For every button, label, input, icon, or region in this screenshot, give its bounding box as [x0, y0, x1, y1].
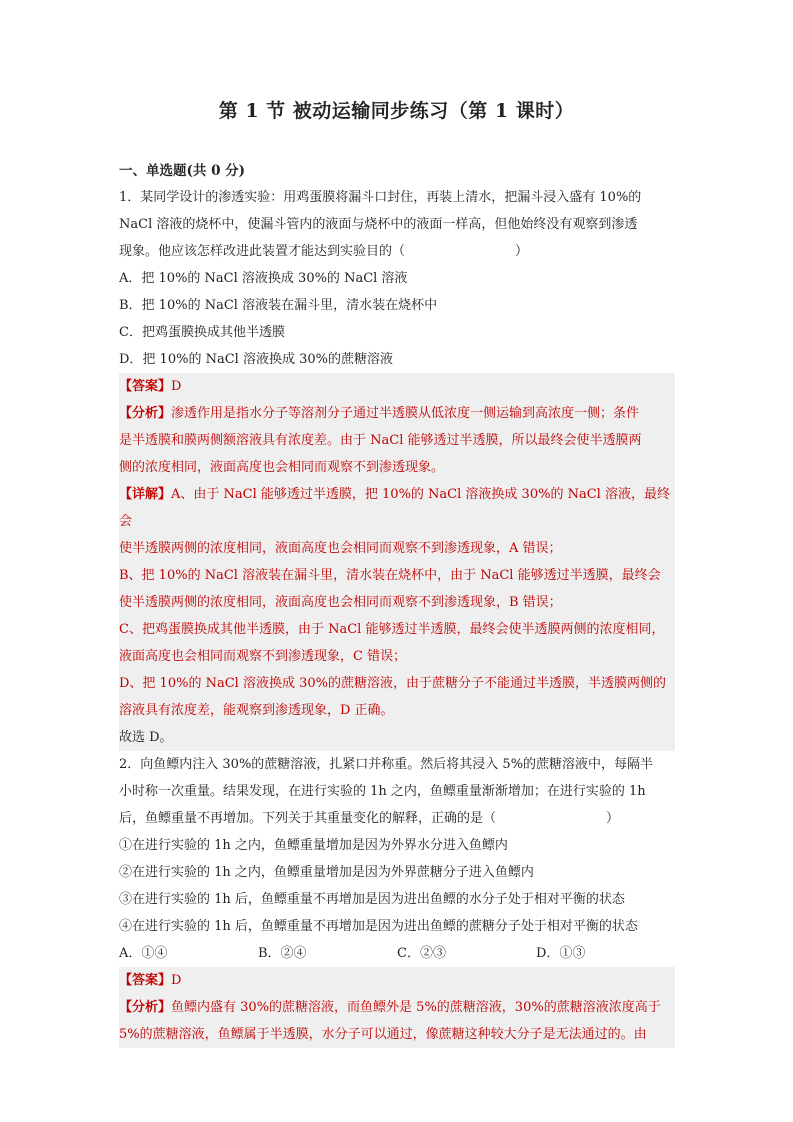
q2-stem-line: 2．向鱼鳔内注入 30%的蔗糖溶液，扎紧口并称重。然后将其浸入 5%的蔗糖溶液中，每隔半 [119, 757, 654, 772]
q2-statement-1: ①在进行实验的 1h 之内，鱼鳔重量增加是因为外界水分进入鱼鳔内 [119, 838, 508, 853]
q2-stem-paren: ） [606, 811, 620, 826]
detail-tag: 【详解】 [119, 487, 172, 502]
q2-option-a: A．①④ [119, 946, 168, 961]
q1-detail-line: 液面高度也会相同而观察不到渗透现象，C 错误； [119, 643, 675, 670]
q1-detail-line: C、把鸡蛋膜换成其他半透膜，由于 NaCl 能够透过半透膜，最终会使半透膜两侧的浓度相同， [119, 616, 675, 643]
q1-detail-line: B、把 10%的 NaCl 溶液装在漏斗里，清水装在烧杯中，由于 NaCl 能够透过半透膜，最终会 [119, 562, 675, 589]
q1-analysis [119, 400, 675, 427]
page-title: 第 1 节 被动运输同步练习（第 1 课时） [218, 100, 575, 122]
q1-detail-line: 使半透膜两侧的浓度相同，液面高度也会相同而观察不到渗透现象，A 错误； [119, 535, 675, 562]
answer-value: D [171, 973, 182, 988]
question-2 [119, 751, 675, 1048]
q1-stem-line: NaCl 溶液的烧杯中，使漏斗管内的液面与烧杯中的液面一样高，但他始终没有观察到渗透 [119, 217, 638, 232]
q1-stem-paren: ） [515, 244, 529, 259]
q1-option-c: C．把鸡蛋膜换成其他半透膜 [119, 325, 285, 340]
q1-stem-text: 现象。他应该怎样改进此装置才能达到实验目的（ [119, 244, 406, 259]
q2-option-d: D．①③ [536, 946, 586, 961]
q2-stem-line: 小时称一次重量。结果发现，在进行实验的 1h 之内，鱼鳔重量渐渐增加；在进行实验的 1h [119, 784, 646, 799]
q2-option-c: C．②③ [397, 946, 446, 961]
q1-answer [119, 373, 675, 400]
q2-answer [119, 967, 675, 994]
answer-tag: 【答案】 [119, 973, 172, 988]
q1-detail-line: 使半透膜两侧的浓度相同，液面高度也会相同而观察不到渗透现象，B 错误； [119, 589, 675, 616]
q2-statement-3: ③在进行实验的 1h 后，鱼鳔重量不再增加是因为进出鱼鳔的水分子处于相对平衡的状态 [119, 892, 625, 907]
q1-stem-line: 1．某同学设计的渗透实验：用鸡蛋膜将漏斗口封住，再装上清水，把漏斗浸入盛有 10%的 [119, 190, 642, 205]
q2-stem-text: 后，鱼鳔重量不再增加。下列关于其重量变化的解释，正确的是（ [119, 811, 497, 826]
q1-conclusion: 故选 D。 [119, 724, 675, 751]
q1-analysis-line: 是半透膜和膜两侧额溶液具有浓度差。由于 NaCl 能够透过半透膜，所以最终会使半透膜两 [119, 427, 675, 454]
q1-analysis-line: 侧的浓度相同，液面高度也会相同而观察不到渗透现象。 [119, 454, 675, 481]
q2-analysis [119, 994, 675, 1021]
question-1 [119, 184, 675, 751]
q1-detail-line: D、把 10%的 NaCl 溶液换成 30%的蔗糖溶液，由于蔗糖分子不能通过半透膜，半透膜两侧的 [119, 670, 675, 697]
q2-statement-4: ④在进行实验的 1h 后，鱼鳔重量不再增加是因为进出鱼鳔的蔗糖分子处于相对平衡的状态 [119, 919, 638, 934]
q1-option-b: B．把 10%的 NaCl 溶液装在漏斗里，清水装在烧杯中 [119, 298, 438, 313]
q2-statement-2: ②在进行实验的 1h 之内，鱼鳔重量增加是因为外界蔗糖分子进入鱼鳔内 [119, 865, 534, 880]
analysis-text: 渗透作用是指水分子等溶剂分子通过半透膜从低浓度一侧运输到高浓度一侧；条件 [171, 406, 640, 421]
q1-option-d: D．把 10%的 NaCl 溶液换成 30%的蔗糖溶液 [119, 352, 393, 367]
q2-option-b: B．②④ [258, 946, 307, 961]
answer-value: D [171, 379, 182, 394]
q1-detail [119, 481, 675, 535]
detail-text: A、由于 NaCl 能够透过半透膜，把 10%的 NaCl 溶液换成 30%的 NaCl 溶液，最终会 [119, 487, 670, 529]
q2-options [119, 940, 675, 967]
q1-option-a: A．把 10%的 NaCl 溶液换成 30%的 NaCl 溶液 [119, 271, 408, 286]
analysis-tag: 【分析】 [119, 406, 172, 421]
q1-stem-line [119, 238, 675, 265]
analysis-tag: 【分析】 [119, 1000, 172, 1015]
section-heading: 一、单选题(共 0 分) [119, 163, 246, 179]
q2-stem-line [119, 805, 675, 832]
q1-detail-line: 溶液具有浓度差，能观察到渗透现象，D 正确。 [119, 697, 675, 724]
analysis-text: 鱼鳔内盛有 30%的蔗糖溶液，而鱼鳔外是 5%的蔗糖溶液，30%的蔗糖溶液浓度高于 [171, 1000, 661, 1015]
document-body [119, 160, 675, 1048]
q2-analysis-line: 5%的蔗糖溶液，鱼鳔属于半透膜，水分子可以通过，像蔗糖这种较大分子是无法通过的。由 [119, 1021, 675, 1048]
answer-tag: 【答案】 [119, 379, 172, 394]
